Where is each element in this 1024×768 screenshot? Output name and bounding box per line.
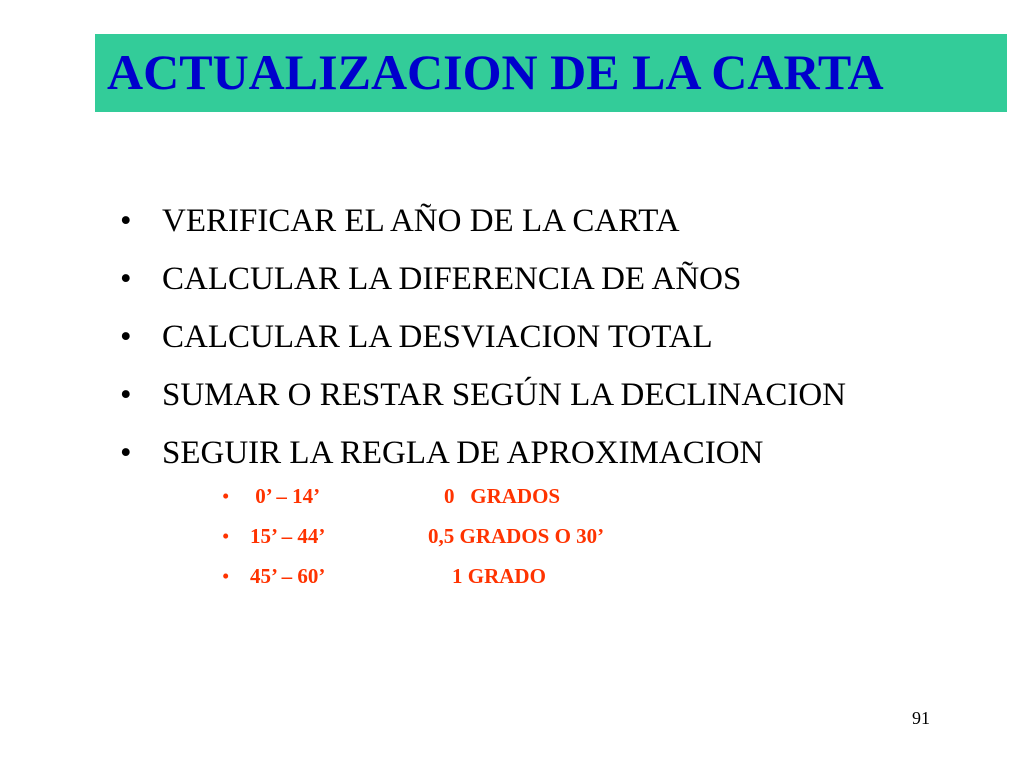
page-number: 91 <box>912 708 930 728</box>
bullet-dot-icon: • <box>222 484 230 508</box>
bullet-text: VERIFICAR EL AÑO DE LA CARTA <box>162 203 680 239</box>
rule-value: 0,5 GRADOS O 30’ <box>428 524 605 548</box>
bullet-dot-icon: • <box>120 261 132 297</box>
bullet-item <box>120 370 846 428</box>
bullet-dot-icon: • <box>120 203 132 239</box>
bullet-text: CALCULAR LA DESVIACION TOTAL <box>162 319 713 355</box>
slide-title: ACTUALIZACION DE LA CARTA <box>107 44 884 100</box>
bullet-dot-icon: • <box>222 524 230 548</box>
bullet-dot-icon: • <box>120 319 132 355</box>
bullet-text: CALCULAR LA DIFERENCIA DE AÑOS <box>162 261 742 297</box>
bullet-item <box>120 312 846 370</box>
rule-value: 0 GRADOS <box>444 484 561 508</box>
bullet-dot-icon: • <box>120 435 132 471</box>
rule-range: 0’ – 14’ <box>250 484 321 508</box>
bullet-text: SUMAR O RESTAR SEGÚN LA DECLINACION <box>162 377 846 413</box>
rule-value: 1 GRADO <box>452 564 546 588</box>
rule-range: 45’ – 60’ <box>250 564 326 588</box>
bullet-list <box>120 196 846 486</box>
bullet-text: SEGUIR LA REGLA DE APROXIMACION <box>162 435 764 471</box>
bullet-dot-icon: • <box>120 377 132 413</box>
rule-range: 15’ – 44’ <box>250 524 326 548</box>
bullet-dot-icon: • <box>222 564 230 588</box>
bullet-item <box>120 196 846 254</box>
bullet-item <box>120 254 846 312</box>
title-banner <box>95 34 1007 112</box>
